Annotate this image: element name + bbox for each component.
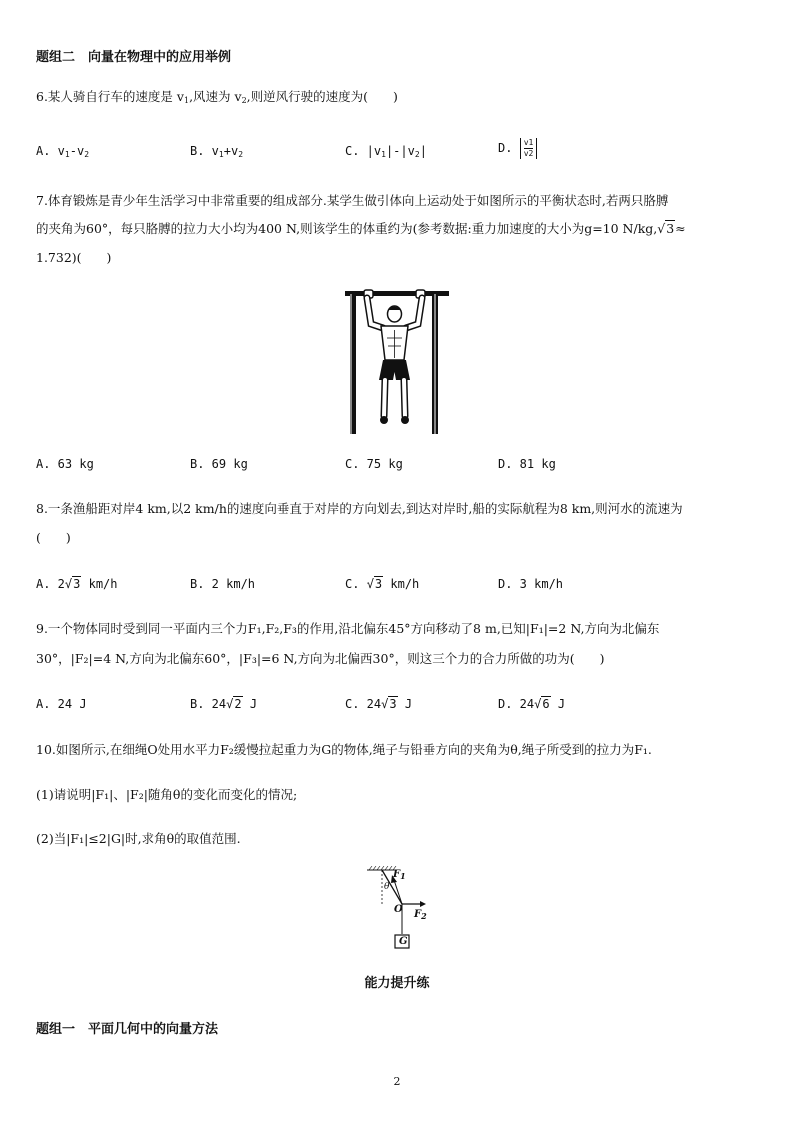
- section-title: 能力提升练: [364, 976, 430, 991]
- question-7-line3: 1.732)( ): [36, 250, 112, 265]
- label-theta: θ: [384, 882, 390, 892]
- question-10-part1: (1)请说明|F₁|、|F₂|随角θ的变化而变化的情况;: [36, 787, 298, 802]
- q9-option-a[interactable]: A. 24 J: [36, 697, 87, 711]
- q9-option-c[interactable]: C. 24√3 J: [345, 697, 413, 711]
- q6-option-b[interactable]: B. $v_1+v_2$: [190, 144, 244, 159]
- pull-up-figure: [343, 288, 451, 436]
- label-F2: $F_2$: [414, 909, 427, 921]
- q6-option-d[interactable]: D. $\frac{v1}{v2}$: [498, 138, 537, 159]
- q8-option-d[interactable]: D. 3 km/h: [498, 577, 564, 591]
- q6-option-c[interactable]: C. $|v_1|-|v_2|$: [345, 144, 427, 159]
- question-10-stem: 10.如图所示,在细绳O处用水平力F₂缓慢拉起重力为G的物体,绳子与铅垂方向的夹角为θ,绳子所受到的拉力为F₁.: [36, 742, 652, 757]
- label-O: O: [394, 904, 403, 915]
- q7-option-c[interactable]: C. 75 kg: [345, 457, 403, 471]
- q9-option-d[interactable]: D. 24√6 J: [498, 697, 566, 711]
- question-9-line1: 9.一个物体同时受到同一平面内三个力F₁,F₂,F₃的作用,沿北偏东45°方向移动了8 m,已知|F₁|=2 N,方向为北偏东: [36, 621, 660, 636]
- question-8-line1: 8.一条渔船距对岸4 km,以2 km/h的速度向垂直于对岸的方向划去,到达对岸时,船的实际航程为8 km,则河水的流速为: [36, 501, 683, 516]
- q8-option-b[interactable]: B. 2 km/h: [190, 577, 256, 591]
- q6-option-a[interactable]: A. $v_1-v_2$: [36, 144, 90, 159]
- question-6-stem: 6.某人骑自行车的速度是 $v_1$,风速为 $v_2$,则逆风行驶的速度为( ): [36, 89, 398, 105]
- group-title-1: 题组一 平面几何中的向量方法: [36, 1022, 219, 1037]
- question-7-line2: 的夹角为60°，每只胳膊的拉力大小均为400 N,则该学生的体重约为(参考数据:重力加速度的大小为g=10 N/kg,√3≈: [36, 221, 686, 236]
- question-7-line1: 7.体育锻炼是青少年生活学习中非常重要的组成部分.某学生做引体向上运动处于如图所示的平衡状态时,若两只胳膊: [36, 193, 669, 208]
- sqrt-3: √3: [657, 221, 675, 236]
- question-9-line2: 30°，|F₂|=4 N,方向为北偏东60°，|F₃|=6 N,方向为北偏西30°，则这三个力的合力所做的功为( ): [36, 651, 605, 666]
- q7-option-b[interactable]: B. 69 kg: [190, 457, 248, 471]
- group-title: 题组二 向量在物理中的应用举例: [36, 50, 232, 65]
- q7-option-a[interactable]: A. 63 kg: [36, 457, 94, 471]
- question-8-line2: ( ): [36, 530, 71, 545]
- question-10-part2: (2)当|F₁|≤2|G|时,求角θ的取值范围.: [36, 831, 241, 846]
- q7-option-d[interactable]: D. 81 kg: [498, 457, 556, 471]
- q8-option-c[interactable]: C. √3 km/h: [345, 577, 420, 591]
- fraction: $\frac{v1}{v2}$: [520, 138, 538, 159]
- q8-option-a[interactable]: A. 2√3 km/h: [36, 577, 118, 591]
- page-number: 2: [393, 1075, 401, 1088]
- q9-option-b[interactable]: B. 24√2 J: [190, 697, 258, 711]
- label-F1: $F_1$: [393, 869, 406, 881]
- label-G: G: [399, 936, 408, 947]
